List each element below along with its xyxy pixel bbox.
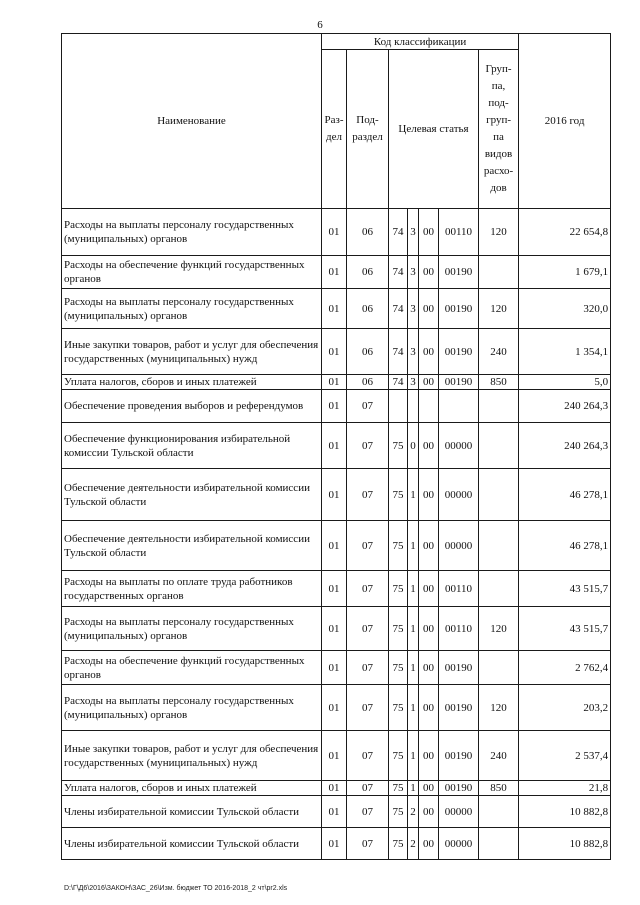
- row-target-code: 00000: [439, 521, 479, 571]
- row-target-program: 75: [389, 469, 408, 521]
- row-target-program: 75: [389, 607, 408, 651]
- row-expense-group: 120: [479, 289, 519, 329]
- row-section-code: 01: [322, 469, 347, 521]
- row-target-subprogram: 0: [408, 423, 419, 469]
- row-amount: 2 537,4: [519, 731, 611, 781]
- row-section-code: 01: [322, 329, 347, 375]
- row-name: Расходы на выплаты персоналу государственных (муниципальных) органов: [62, 685, 322, 731]
- row-amount: 240 264,3: [519, 390, 611, 423]
- column-header-name: Наименование: [62, 34, 322, 209]
- table-row: [62, 209, 611, 256]
- row-amount: 21,8: [519, 781, 611, 796]
- row-target-subprogram: 1: [408, 731, 419, 781]
- row-target-code: 00190: [439, 685, 479, 731]
- row-target-direction: 00: [419, 607, 439, 651]
- row-target-direction: 00: [419, 685, 439, 731]
- row-name: Обеспечение проведения выборов и референдумов: [62, 390, 322, 423]
- row-name: Обеспечение деятельности избирательной комиссии Тульской области: [62, 469, 322, 521]
- table-row: [62, 469, 611, 521]
- row-section-code: 01: [322, 828, 347, 860]
- row-target-program: 75: [389, 651, 408, 685]
- row-target-subprogram: 1: [408, 781, 419, 796]
- row-target-code: 00190: [439, 256, 479, 289]
- row-subsection-code: 07: [347, 781, 389, 796]
- row-expense-group: [479, 423, 519, 469]
- row-name: Расходы на выплаты персоналу государственных (муниципальных) органов: [62, 209, 322, 256]
- row-target-program: 75: [389, 423, 408, 469]
- row-amount: 320,0: [519, 289, 611, 329]
- column-header-classification: Код классификации: [322, 34, 519, 50]
- row-target-direction: 00: [419, 796, 439, 828]
- row-target-code: 00190: [439, 731, 479, 781]
- row-amount: 43 515,7: [519, 571, 611, 607]
- row-target-program: 74: [389, 256, 408, 289]
- footer-file-path: D:\Г\Д6\2016\ЗАКОН\ЗАС_26\Изм. бюджет ТО 2016-2018_2 чт\pr2.xls: [64, 885, 288, 892]
- row-target-code: 00110: [439, 209, 479, 256]
- row-target-subprogram: 3: [408, 289, 419, 329]
- table-row: [62, 607, 611, 651]
- row-target-subprogram: 1: [408, 521, 419, 571]
- row-name: Уплата налогов, сборов и иных платежей: [62, 375, 322, 390]
- row-target-direction: 00: [419, 329, 439, 375]
- row-subsection-code: 06: [347, 209, 389, 256]
- table-row: [62, 828, 611, 860]
- row-amount: 1 354,1: [519, 329, 611, 375]
- row-name: Иные закупки товаров, работ и услуг для обеспечения государственных (муниципальных) нужд: [62, 329, 322, 375]
- row-subsection-code: 07: [347, 571, 389, 607]
- row-target-subprogram: 1: [408, 651, 419, 685]
- row-target-code: 00190: [439, 781, 479, 796]
- row-subsection-code: 07: [347, 828, 389, 860]
- row-amount: 10 882,8: [519, 796, 611, 828]
- table-row: [62, 375, 611, 390]
- row-amount: 5,0: [519, 375, 611, 390]
- row-name: Обеспечение функционирования избирательной комиссии Тульской области: [62, 423, 322, 469]
- table-row: [62, 289, 611, 329]
- row-name: Расходы на обеспечение функций государственных органов: [62, 256, 322, 289]
- row-name: Члены избирательной комиссии Тульской области: [62, 828, 322, 860]
- row-section-code: 01: [322, 375, 347, 390]
- row-target-direction: 00: [419, 375, 439, 390]
- row-target-code: 00190: [439, 651, 479, 685]
- row-expense-group: 120: [479, 685, 519, 731]
- row-subsection-code: 07: [347, 731, 389, 781]
- row-amount: 10 882,8: [519, 828, 611, 860]
- row-expense-group: [479, 521, 519, 571]
- row-expense-group: 850: [479, 375, 519, 390]
- row-target-subprogram: 1: [408, 469, 419, 521]
- row-expense-group: [479, 469, 519, 521]
- row-section-code: 01: [322, 731, 347, 781]
- row-section-code: 01: [322, 209, 347, 256]
- column-header-subsection: Под- раздел: [347, 50, 389, 209]
- row-name: Иные закупки товаров, работ и услуг для обеспечения государственных (муниципальных) нужд: [62, 731, 322, 781]
- row-target-code: 00110: [439, 607, 479, 651]
- row-target-program: 75: [389, 731, 408, 781]
- row-section-code: 01: [322, 289, 347, 329]
- column-header-section: Раз- дел: [322, 50, 347, 209]
- row-target-code: 00000: [439, 828, 479, 860]
- row-subsection-code: 07: [347, 469, 389, 521]
- row-target-code: [439, 390, 479, 423]
- row-target-direction: 00: [419, 256, 439, 289]
- row-amount: 46 278,1: [519, 521, 611, 571]
- row-subsection-code: 07: [347, 685, 389, 731]
- row-section-code: 01: [322, 571, 347, 607]
- row-target-subprogram: 2: [408, 796, 419, 828]
- row-target-direction: 00: [419, 731, 439, 781]
- row-name: Уплата налогов, сборов и иных платежей: [62, 781, 322, 796]
- row-name: Расходы на обеспечение функций государственных органов: [62, 651, 322, 685]
- row-expense-group: 120: [479, 209, 519, 256]
- row-target-direction: 00: [419, 469, 439, 521]
- row-target-program: 75: [389, 571, 408, 607]
- budget-table: [61, 33, 611, 860]
- row-target-direction: 00: [419, 289, 439, 329]
- row-amount: 2 762,4: [519, 651, 611, 685]
- row-target-program: 74: [389, 289, 408, 329]
- row-amount: 43 515,7: [519, 607, 611, 651]
- row-target-program: 74: [389, 209, 408, 256]
- row-section-code: 01: [322, 423, 347, 469]
- row-target-program: 75: [389, 685, 408, 731]
- row-expense-group: [479, 390, 519, 423]
- table-body: [62, 209, 611, 860]
- row-target-direction: 00: [419, 651, 439, 685]
- row-target-subprogram: 1: [408, 685, 419, 731]
- row-target-code: 00000: [439, 796, 479, 828]
- row-amount: 22 654,8: [519, 209, 611, 256]
- row-target-program: 74: [389, 375, 408, 390]
- row-section-code: 01: [322, 685, 347, 731]
- row-expense-group: [479, 571, 519, 607]
- row-target-direction: 00: [419, 781, 439, 796]
- row-expense-group: 120: [479, 607, 519, 651]
- table-row: [62, 731, 611, 781]
- row-name: Обеспечение деятельности избирательной комиссии Тульской области: [62, 521, 322, 571]
- table-row: [62, 423, 611, 469]
- row-target-subprogram: 3: [408, 329, 419, 375]
- row-target-subprogram: 2: [408, 828, 419, 860]
- row-section-code: 01: [322, 256, 347, 289]
- row-subsection-code: 07: [347, 796, 389, 828]
- column-header-year: 2016 год: [519, 34, 611, 209]
- row-expense-group: [479, 256, 519, 289]
- row-target-direction: 00: [419, 828, 439, 860]
- row-expense-group: 240: [479, 329, 519, 375]
- row-expense-group: 240: [479, 731, 519, 781]
- row-name: Члены избирательной комиссии Тульской области: [62, 796, 322, 828]
- row-amount: 46 278,1: [519, 469, 611, 521]
- row-target-subprogram: [408, 390, 419, 423]
- row-name: Расходы на выплаты по оплате труда работников государственных органов: [62, 571, 322, 607]
- row-section-code: 01: [322, 390, 347, 423]
- row-target-direction: 00: [419, 521, 439, 571]
- row-target-code: 00110: [439, 571, 479, 607]
- row-target-code: 00000: [439, 469, 479, 521]
- row-subsection-code: 07: [347, 390, 389, 423]
- row-section-code: 01: [322, 651, 347, 685]
- row-section-code: 01: [322, 781, 347, 796]
- row-target-subprogram: 3: [408, 375, 419, 390]
- row-subsection-code: 06: [347, 375, 389, 390]
- row-subsection-code: 07: [347, 607, 389, 651]
- table-row: [62, 651, 611, 685]
- column-header-expense-group: Груп- па, под- груп- па видов расхо- дов: [479, 50, 519, 209]
- row-target-program: 75: [389, 828, 408, 860]
- row-expense-group: [479, 651, 519, 685]
- table-row: [62, 685, 611, 731]
- row-subsection-code: 07: [347, 651, 389, 685]
- table-row: [62, 256, 611, 289]
- row-expense-group: [479, 796, 519, 828]
- row-target-subprogram: 1: [408, 571, 419, 607]
- row-target-code: 00190: [439, 329, 479, 375]
- row-expense-group: [479, 828, 519, 860]
- table-row: [62, 781, 611, 796]
- page-number: 6: [317, 19, 323, 31]
- row-name: Расходы на выплаты персоналу государственных (муниципальных) органов: [62, 607, 322, 651]
- row-target-direction: 00: [419, 209, 439, 256]
- row-target-direction: [419, 390, 439, 423]
- row-name: Расходы на выплаты персоналу государственных (муниципальных) органов: [62, 289, 322, 329]
- row-target-subprogram: 3: [408, 256, 419, 289]
- table-row: [62, 521, 611, 571]
- row-section-code: 01: [322, 521, 347, 571]
- row-target-code: 00190: [439, 289, 479, 329]
- header-row-top: [62, 34, 611, 50]
- row-target-program: 75: [389, 521, 408, 571]
- row-target-code: 00000: [439, 423, 479, 469]
- row-target-program: 75: [389, 781, 408, 796]
- row-subsection-code: 07: [347, 423, 389, 469]
- row-expense-group: 850: [479, 781, 519, 796]
- row-target-program: [389, 390, 408, 423]
- row-subsection-code: 07: [347, 521, 389, 571]
- row-amount: 1 679,1: [519, 256, 611, 289]
- row-section-code: 01: [322, 796, 347, 828]
- row-subsection-code: 06: [347, 256, 389, 289]
- table-row: [62, 796, 611, 828]
- row-section-code: 01: [322, 607, 347, 651]
- row-target-direction: 00: [419, 423, 439, 469]
- table-row: [62, 329, 611, 375]
- row-target-direction: 00: [419, 571, 439, 607]
- row-target-code: 00190: [439, 375, 479, 390]
- row-amount: 203,2: [519, 685, 611, 731]
- row-amount: 240 264,3: [519, 423, 611, 469]
- table-row: [62, 571, 611, 607]
- row-target-program: 75: [389, 796, 408, 828]
- row-target-program: 74: [389, 329, 408, 375]
- row-target-subprogram: 1: [408, 607, 419, 651]
- row-subsection-code: 06: [347, 329, 389, 375]
- column-header-target-article: Целевая статья: [389, 50, 479, 209]
- table-row: [62, 390, 611, 423]
- row-target-subprogram: 3: [408, 209, 419, 256]
- row-subsection-code: 06: [347, 289, 389, 329]
